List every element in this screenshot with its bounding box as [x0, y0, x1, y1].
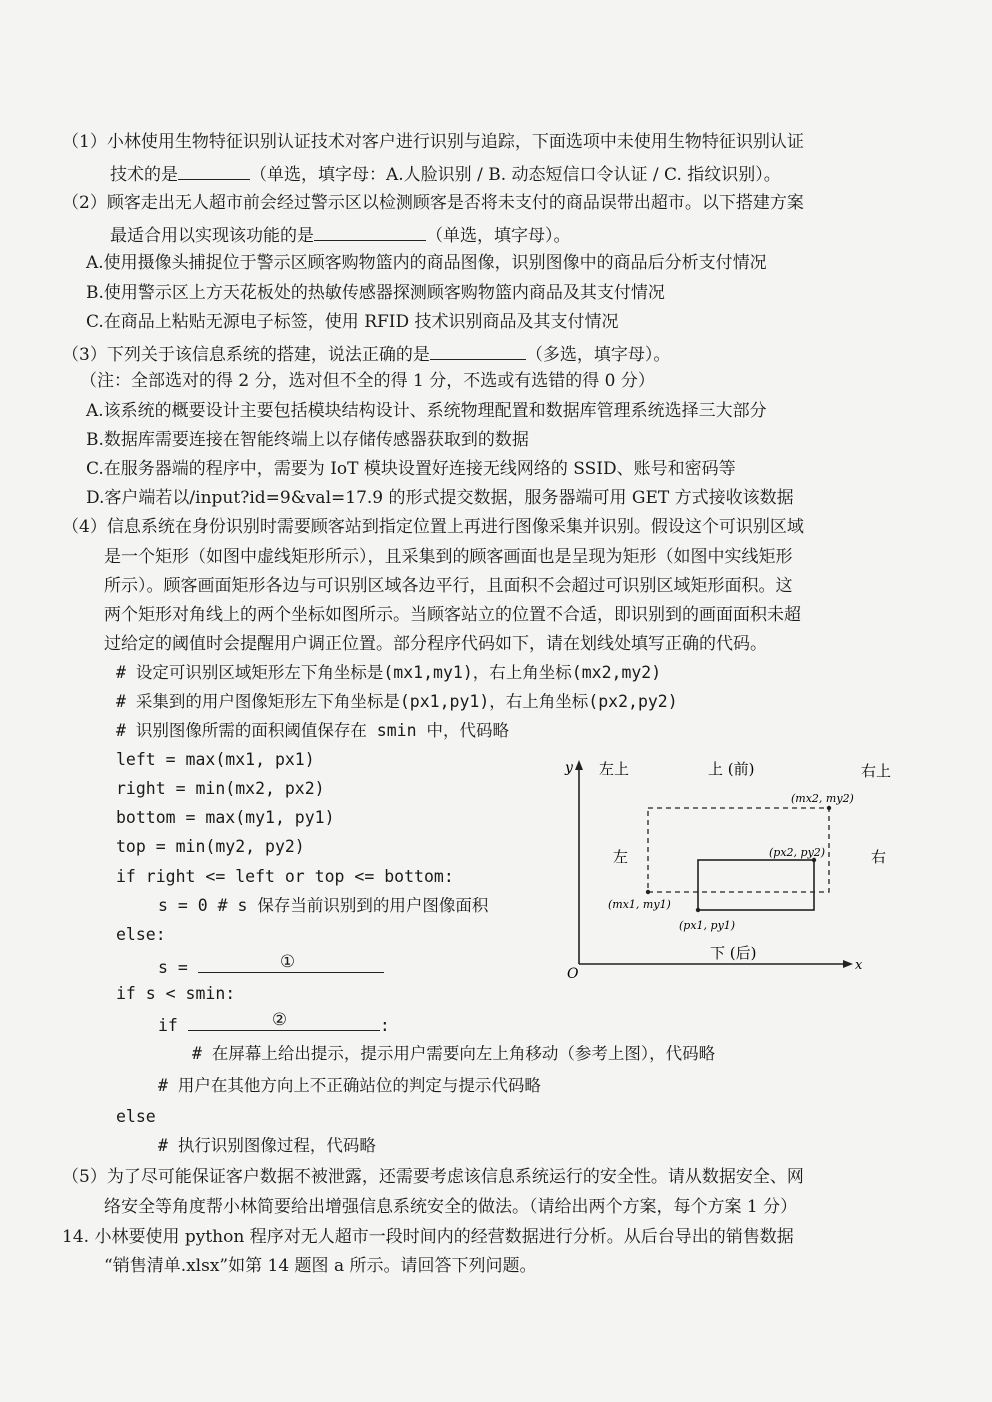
customer-image-rect — [698, 860, 814, 910]
q2-line1: （2）顾客走出无人超市前会经过警示区以检测顾客是否将未支付的商品误带出超市。以下搭建方案 — [62, 193, 804, 213]
q14-line1: 14. 小林要使用 python 程序对无人超市一段时间内的经营数据进行分析。从后台导出的销售数据 — [62, 1227, 794, 1247]
y-axis-label: y — [565, 760, 573, 776]
q3-option-a: A.该系统的概要设计主要包括模块结构设计、系统物理配置和数据库管理系统选择三大部分 — [86, 401, 767, 421]
label-m1: (mx1, my1) — [608, 898, 671, 911]
code-s-eq: s = — [158, 958, 188, 977]
q3-option-d: D.客户端若以/input?id=9&val=17.9 的形式提交数据，服务器端可用 GET 方式接收该数据 — [86, 488, 794, 508]
coordinate-diagram — [555, 752, 905, 984]
q3-option-b: B.数据库需要连接在智能终端上以存储传感器获取到的数据 — [86, 430, 529, 450]
q4-line1: （4）信息系统在身份识别时需要顾客站到指定位置上再进行图像采集并识别。假设这个可识别区域 — [62, 517, 804, 537]
q1-answer-blank[interactable] — [178, 161, 250, 180]
q3-line1 — [62, 341, 670, 366]
q4-line3: 所示）。顾客画面矩形各边与可识别区域各边平行，且面积不会超过可识别区域矩形面积。这 — [104, 576, 793, 596]
label-top-right: 右上 — [861, 762, 892, 780]
label-top: 上 (前) — [708, 760, 755, 778]
q2-line2 — [110, 222, 571, 247]
q1-line2 — [110, 161, 781, 186]
code-comment-2: # 采集到的用户图像矩形左下角坐标是(px1,py1)，右上角坐标(px2,py2) — [116, 692, 678, 711]
code-comment-3: # 识别图像所需的面积阈值保存在 smin 中，代码略 — [116, 721, 509, 740]
label-p1: (px1, py1) — [679, 919, 736, 932]
q5-line2: 络安全等角度帮小林简要给出增强信息系统安全的做法。（请给出两个方案，每个方案 1 分） — [104, 1197, 798, 1217]
q4-line4: 两个矩形对角线上的两个坐标如图所示。当顾客站立的位置不合适，即识别到的画面面积未超 — [104, 605, 801, 625]
q4-line2: 是一个矩形（如图中虚线矩形所示），且采集到的顾客画面也是呈现为矩形（如图中实线矩形 — [104, 547, 793, 567]
y-axis-arrow — [575, 760, 583, 770]
code-line-s-assign — [158, 954, 384, 979]
code-line-else: else: — [116, 925, 166, 944]
origin-label: O — [567, 966, 579, 982]
q1-line2-pre: 技术的是 — [110, 165, 178, 185]
q3-note: （注：全部选对的得 2 分，选对但不全的得 1 分，不选或有选错的得 0 分） — [80, 371, 655, 391]
q3-option-c: C.在服务器端的程序中，需要为 IoT 模块设置好连接无线网络的 SSID、账号和密码等 — [86, 459, 736, 479]
code-line-if-smin: if s < smin: — [116, 984, 236, 1003]
blank-2[interactable] — [188, 1012, 380, 1031]
code-line-bottom: bottom = max(my1, py1) — [116, 808, 335, 827]
code-line-s-zero: s = 0 # s 保存当前识别到的用户图像面积 — [158, 896, 489, 915]
label-m2: (mx2, my2) — [791, 792, 854, 805]
code-line-top: top = min(my2, py2) — [116, 837, 305, 856]
code-line-else-2: else — [116, 1107, 156, 1126]
label-right: 右 — [871, 848, 887, 866]
code-line-if: if right <= left or top <= bottom: — [116, 867, 454, 886]
q14-line2: “销售清单.xlsx”如第 14 题图 a 所示。请回答下列问题。 — [104, 1256, 537, 1276]
label-left: 左 — [613, 848, 629, 866]
q2-option-a: A.使用摄像头捕捉位于警示区顾客购物篮内的商品图像，识别图像中的商品后分析支付情况 — [86, 253, 767, 273]
q2-line2-post: （单选，填字母）。 — [426, 226, 571, 246]
p1-point — [696, 908, 700, 912]
q3-line1-pre: （3）下列关于该信息系统的搭建，说法正确的是 — [62, 345, 430, 365]
blank-1[interactable] — [198, 954, 384, 973]
m1-point — [646, 890, 650, 894]
q2-answer-blank[interactable] — [314, 222, 426, 241]
x-axis-label: x — [855, 958, 863, 973]
x-axis-arrow — [843, 960, 853, 968]
code-line-right: right = min(mx2, px2) — [116, 779, 325, 798]
blank-2-marker: ② — [271, 1010, 288, 1030]
code-line-left: left = max(mx1, px1) — [116, 750, 315, 769]
q2-option-b: B.使用警示区上方天花板处的热敏传感器探测顾客购物篮内商品及其支付情况 — [86, 283, 665, 303]
label-top-left: 左上 — [599, 760, 630, 778]
q5-line1: （5）为了尽可能保证客户数据不被泄露，还需要考虑该信息系统运行的安全性。请从数据安全、网 — [62, 1167, 804, 1187]
q3-answer-blank[interactable] — [430, 341, 526, 360]
code-line-if-blank — [158, 1012, 390, 1037]
q2-line2-pre: 最适合用以实现该功能的是 — [110, 226, 314, 246]
q4-line5: 过给定的阈值时会提醒用户调正位置。部分程序代码如下，请在划线处填写正确的代码。 — [104, 634, 767, 654]
label-bottom: 下 (后) — [710, 944, 757, 962]
q3-line1-post: （多选，填字母）。 — [525, 345, 671, 365]
code-comment-5: # 用户在其他方向上不正确站位的判定与提示代码略 — [158, 1076, 541, 1095]
code-comment-1: # 设定可识别区域矩形左下角坐标是(mx1,my1)，右上角坐标(mx2,my2) — [116, 663, 662, 682]
blank-1-marker: ① — [279, 952, 296, 972]
q1-line2-post: （单选，填字母：A.人脸识别 / B. 动态短信口令认证 / C. 指纹识别）。 — [250, 165, 781, 185]
q2-option-c: C.在商品上粘贴无源电子标签，使用 RFID 技术识别商品及其支付情况 — [86, 312, 619, 332]
q1-line1: （1）小林使用生物特征识别认证技术对客户进行识别与追踪，下面选项中未使用生物特征识别认证 — [62, 132, 804, 152]
code-if-colon: : — [379, 1016, 390, 1035]
m2-point — [827, 806, 831, 810]
code-if-kw: if — [158, 1016, 178, 1035]
label-p2: (px2, py2) — [769, 846, 826, 859]
code-comment-4: # 在屏幕上给出提示，提示用户需要向左上角移动（参考上图），代码略 — [192, 1044, 716, 1063]
code-comment-6: # 执行识别图像过程，代码略 — [158, 1136, 376, 1155]
